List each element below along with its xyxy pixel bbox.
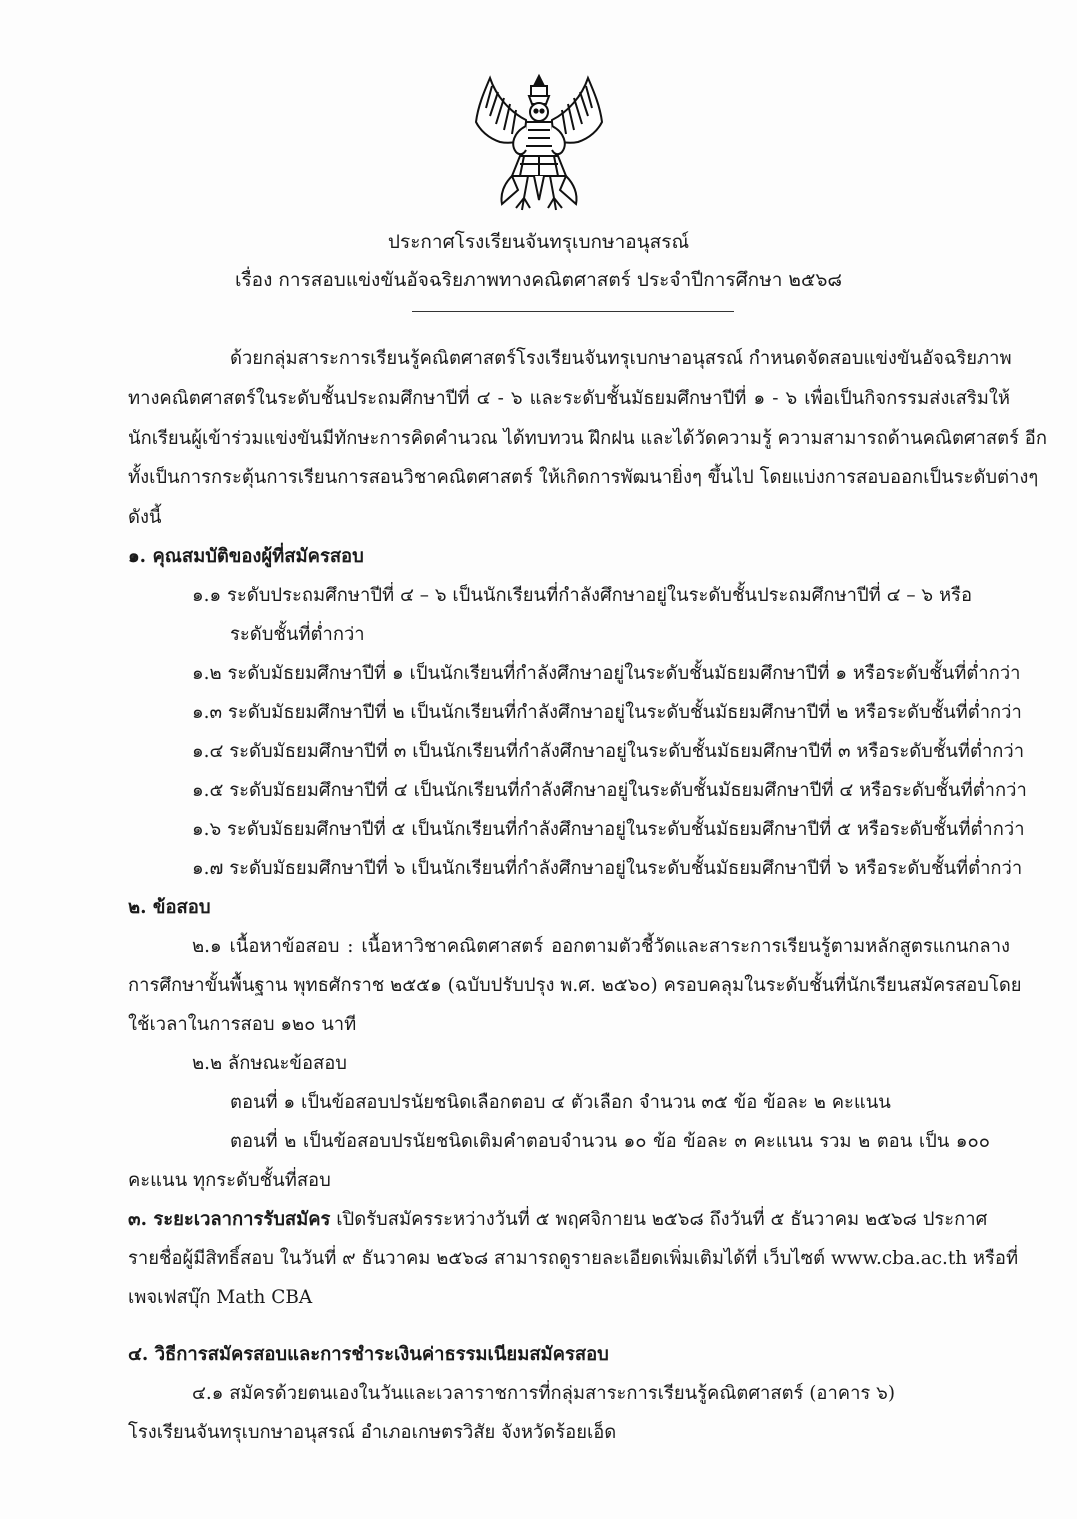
- section3-first-line-rest: เปิดรับสมัครระหว่างวันที่ ๕ พฤศจิกายน ๒๕๖๘ ถึงวันที่ ๕ ธันวาคม ๒๕๖๘ ประกาศ: [330, 1209, 988, 1230]
- section3-first-line: [128, 1205, 1010, 1235]
- section2-content-line-1: ๒.๑ เนื้อหาข้อสอบ : เนื้อหาวิชาคณิตศาสตร์ ออกตามตัวชี้วัดและสาระการเรียนรู้ตามหลักสูตรแกนกลาง: [192, 936, 1010, 957]
- section2-heading: ๒. ข้อสอบ: [128, 897, 211, 918]
- section2-format-heading: ๒.๒ ลักษณะข้อสอบ: [192, 1053, 347, 1074]
- section1-item-1-1: ๑.๑ ระดับประถมศึกษาปีที่ ๔ – ๖ เป็นนักเรียนที่กำลังศึกษาอยู่ในระดับชั้นประถมศึกษาปีที่ ๔ – ๖ หรือ: [192, 585, 972, 606]
- section1-heading: ๑. คุณสมบัติของผู้ที่สมัครสอบ: [128, 546, 364, 567]
- section1-item-1-6: ๑.๖ ระดับมัธยมศึกษาปีที่ ๕ เป็นนักเรียนที่กำลังศึกษาอยู่ในระดับชั้นมัธยมศึกษาปีที่ ๕ หรือระดับชั้นที่ต่ำกว่า: [192, 819, 1025, 840]
- section2-content-line-2: การศึกษาขั้นพื้นฐาน พุทธศักราช ๒๕๕๑ (ฉบับปรับปรุง พ.ศ. ๒๕๖๐) ครอบคลุมในระดับชั้นที่นักเรียนสมัครสอบโดย: [128, 975, 1022, 996]
- garuda-emblem-icon: [460, 72, 618, 212]
- section3-heading: ๓. ระยะเวลาการรับสมัคร: [128, 1209, 331, 1230]
- section2-format-part1: ตอนที่ ๑ เป็นข้อสอบปรนัยชนิดเลือกตอบ ๔ ตัวเลือก จำนวน ๓๕ ข้อ ข้อละ ๒ คะแนน: [230, 1092, 891, 1113]
- section4-line-2: โรงเรียนจันทรุเบกษาอนุสรณ์ อำเภอเกษตรวิสัย จังหวัดร้อยเอ็ด: [128, 1422, 617, 1443]
- section3-line-3: เพจเฟสบุ๊ก Math CBA: [128, 1287, 313, 1308]
- section1-item-1-5: ๑.๕ ระดับมัธยมศึกษาปีที่ ๔ เป็นนักเรียนที่กำลังศึกษาอยู่ในระดับชั้นมัธยมศึกษาปีที่ ๔ หรือระดับชั้นที่ต่ำกว่า: [192, 780, 1027, 801]
- announcement-title: ประกาศโรงเรียนจันทรุเบกษาอนุสรณ์: [387, 231, 690, 253]
- intro-line-5: ดังนี้: [128, 507, 162, 528]
- announcement-subject: เรื่อง การสอบแข่งขันอัจฉริยภาพทางคณิตศาสตร์ ประจำปีการศึกษา ๒๕๖๘: [234, 269, 843, 291]
- section1-item-1-2: ๑.๒ ระดับมัธยมศึกษาปีที่ ๑ เป็นนักเรียนที่กำลังศึกษาอยู่ในระดับชั้นมัธยมศึกษาปีที่ ๑ หรือระดับชั้นที่ต่ำกว่า: [192, 663, 1021, 684]
- title-divider: [412, 311, 734, 312]
- intro-line-3: นักเรียนผู้เข้าร่วมแข่งขันมีทักษะการคิดคำนวณ ได้ทบทวน ฝึกฝน และได้วัดความรู้ ความสามารถด้านคณิตศาสตร์ อีก: [128, 428, 1047, 449]
- section2-format-part2: ตอนที่ ๒ เป็นข้อสอบปรนัยชนิดเติมคำตอบจำนวน ๑๐ ข้อ ข้อละ ๓ คะแนน รวม ๒ ตอน เป็น ๑๐๐: [230, 1131, 990, 1152]
- intro-line-1: ด้วยกลุ่มสาระการเรียนรู้คณิตศาสตร์โรงเรียนจันทรุเบกษาอนุสรณ์ กำหนดจัดสอบแข่งขันอัจฉริยภาพ: [230, 348, 1012, 369]
- section1-item-1-4: ๑.๔ ระดับมัธยมศึกษาปีที่ ๓ เป็นนักเรียนที่กำลังศึกษาอยู่ในระดับชั้นมัธยมศึกษาปีที่ ๓ หรือระดับชั้นที่ต่ำกว่า: [192, 741, 1025, 762]
- section1-item-1-3: ๑.๓ ระดับมัธยมศึกษาปีที่ ๒ เป็นนักเรียนที่กำลังศึกษาอยู่ในระดับชั้นมัธยมศึกษาปีที่ ๒ หรือระดับชั้นที่ต่ำกว่า: [192, 702, 1022, 723]
- section2-format-part2-cont: คะแนน ทุกระดับชั้นที่สอบ: [128, 1170, 331, 1191]
- intro-line-4: ทั้งเป็นการกระตุ้นการเรียนการสอนวิชาคณิตศาสตร์ ให้เกิดการพัฒนายิ่งๆ ขึ้นไป โดยแบ่งการสอบออกเป็นระดับต่างๆ: [128, 467, 1039, 488]
- section1-item-1-1-cont: ระดับชั้นที่ต่ำกว่า: [230, 624, 365, 645]
- section4-line-1: ๔.๑ สมัครด้วยตนเองในวันและเวลาราชการที่กลุ่มสาระการเรียนรู้คณิตศาสตร์ (อาคาร ๖): [192, 1383, 896, 1404]
- section3-line-2: รายชื่อผู้มีสิทธิ์สอบ ในวันที่ ๙ ธันวาคม ๒๕๖๘ สามารถดูรายละเอียดเพิ่มเติมได้ที่ เว็บไซต์ www.cba.ac.th หรือที่: [128, 1248, 1019, 1269]
- section4-heading: ๔. วิธีการสมัครสอบและการชำระเงินค่าธรรมเนียมสมัครสอบ: [128, 1344, 609, 1365]
- section2-content-line-3: ใช้เวลาในการสอบ ๑๒๐ นาที: [128, 1014, 357, 1035]
- section1-item-1-7: ๑.๗ ระดับมัธยมศึกษาปีที่ ๖ เป็นนักเรียนที่กำลังศึกษาอยู่ในระดับชั้นมัธยมศึกษาปีที่ ๖ หรือระดับชั้นที่ต่ำกว่า: [192, 858, 1023, 879]
- intro-line-2: ทางคณิตศาสตร์ในระดับชั้นประถมศึกษาปีที่ ๔ - ๖ และระดับชั้นมัธยมศึกษาปีที่ ๑ - ๖ เพื่อเป็นกิจกรรมส่งเสริมให้: [128, 388, 1010, 409]
